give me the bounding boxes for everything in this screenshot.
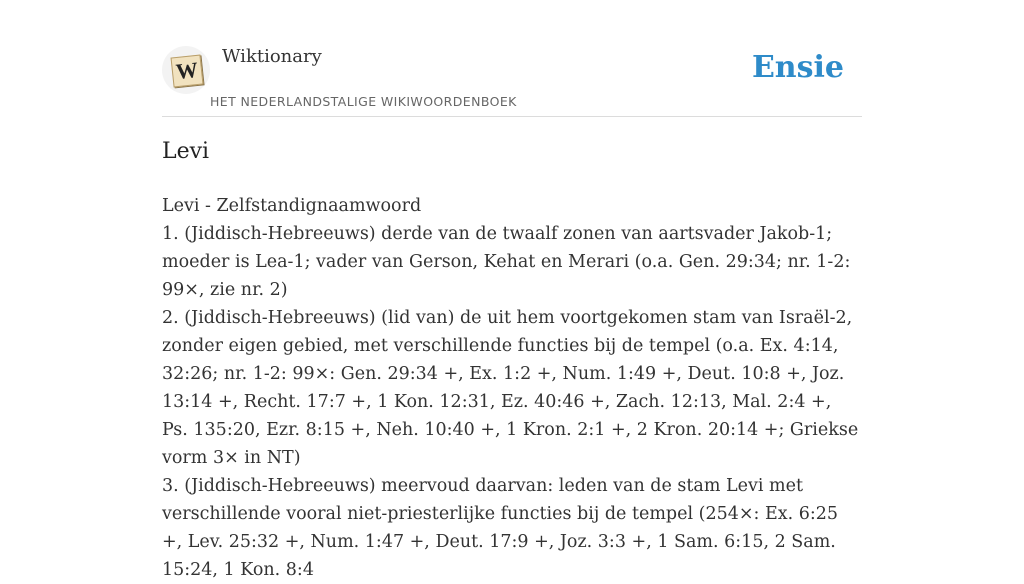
page-title: Levi bbox=[162, 139, 210, 164]
definition-item: 1. (Jiddisch-Hebreeuws) derde van de twaalf zonen van aartsvader Jakob-1; moeder is Lea-1; vader van Gerson, Kehat en Merari (o.a. Gen. 29:34; nr. 1-2: 99×, zie nr. 2) bbox=[162, 224, 851, 300]
definition-item: 3. (Jiddisch-Hebreeuws) meervoud daarvan: leden van de stam Levi met verschillende vooral niet-priesterlijke functies bij de tempel (254×: Ex. 6:25 +, Lev. 25:32 +, Num. 1:47 +, Deut. 17:9 +, Joz. 3:3 +, 1 Sam. 6:15, 2 Sam. 15:24, 1 Kon. 8:4 bbox=[162, 476, 839, 580]
definition-item: 2. (Jiddisch-Hebreeuws) (lid van) de uit hem voortgekomen stam van Israël-2, zonder eigen gebied, met verschillende functies bij de tempel (o.a. Ex. 4:14, 32:26; nr. 1-2: 99×: Gen. 29:34 +, Ex. 1:2 +, Num. 1:49 +, Deut. 10:8 +, Joz. 13:14 +, Recht. 17:7 +, 1 Kon. 12:31, Ez. 40:46 +, Zach. 12:13, Mal. 2:4 +, Ps. 135:20, Ezr. 8:15 +, Neh. 10:40 +, 1 Kron. 2:1 +, 2 Kron. 20:14 +; Griekse vorm 3× in NT) bbox=[162, 308, 859, 468]
wiktionary-logo-icon: W bbox=[171, 55, 204, 88]
site-name[interactable]: Wiktionary bbox=[222, 46, 322, 67]
site-header bbox=[162, 40, 862, 117]
entry-heading: Levi - Zelfstandignaamwoord bbox=[162, 196, 422, 216]
entry-content bbox=[162, 192, 862, 584]
site-tagline: HET NEDERLANDSTALIGE WIKIWOORDENBOEK bbox=[210, 94, 517, 109]
wiktionary-logo[interactable] bbox=[162, 46, 210, 94]
ensie-brand-link[interactable]: Ensie bbox=[751, 50, 844, 85]
